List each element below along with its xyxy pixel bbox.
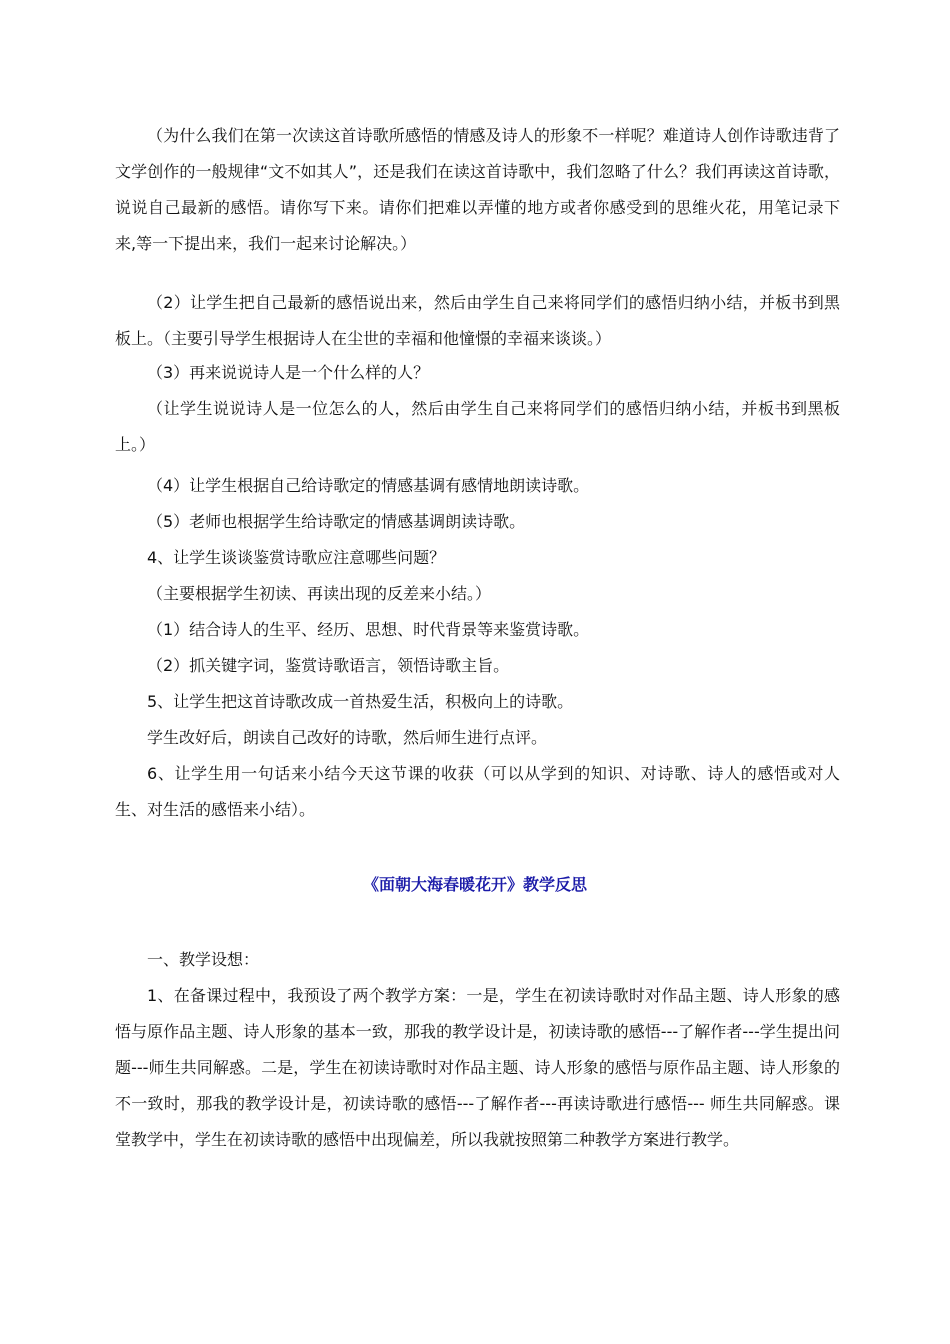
paragraph: （3）再来说说诗人是一个什么样的人？ — [147, 363, 430, 382]
paragraph: 5、让学生把这首诗歌改成一首热爱生活，积极向上的诗歌。 — [147, 692, 574, 711]
reflection-paragraph: 1、在备课过程中，我预设了两个教学方案：一是，学生在初读诗歌时对作品主题、诗人形象的感悟与原作品主题、诗人形象的基本一致，那我的教学设计是，初读诗歌的感悟---了解作者---学生提出问题---师生共同解惑。二是，学生在初读诗歌时对作品主题、诗人形象的感悟与原作品主题、诗人形象的不一致时，那我的教学设计是，初读诗歌的感悟---了解作者---再读诗歌进行感悟--- 师生共同解惑。课堂教学中，学生在初读诗歌的感悟中出现偏差，所以我就按照第二种教学方案进行教学。 — [115, 986, 840, 1149]
paragraph: （2）让学生把自己最新的感悟说出来，然后由学生自己来将同学们的感悟归纳小结，并板书到黑板上。（主要引导学生根据诗人在尘世的幸福和他憧憬的幸福来谈谈。） — [115, 293, 840, 348]
paragraph: （2）抓关键字词，鉴赏诗歌语言，领悟诗歌主旨。 — [147, 656, 510, 675]
paragraph: （主要根据学生初读、再读出现的反差来小结。） — [147, 584, 492, 603]
paragraph: 4、让学生谈谈鉴赏诗歌应注意哪些问题？ — [147, 548, 446, 567]
paragraph: （让学生说说诗人是一位怎么的人，然后由学生自己来将同学们的感悟归纳小结，并板书到黑板上。） — [115, 399, 840, 454]
paragraph: 学生改好后，朗读自己改好的诗歌，然后师生进行点评。 — [147, 728, 548, 747]
paragraph: 6、让学生用一句话来小结今天这节课的收获（可以从学到的知识、对诗歌、诗人的感悟或对人生、对生活的感悟来小结）。 — [115, 764, 840, 819]
paragraph: （4）让学生根据自己给诗歌定的情感基调有感情地朗读诗歌。 — [147, 476, 590, 495]
reflection-heading: 一、教学设想： — [147, 950, 260, 969]
paragraph: （为什么我们在第一次读这首诗歌所感悟的情感及诗人的形象不一样呢？难道诗人创作诗歌违背了文学创作的一般规律“文不如其人”，还是我们在读这首诗歌中，我们忽略了什么？我们再读这首诗歌，说说自己最新的感悟。请你写下来。请你们把难以弄懂的地方或者你感受到的思维火花，用笔记录下来,等一下提出来，我们一起来讨论解决。） — [115, 126, 840, 253]
section-title: 《面朝大海春暖花开》教学反思 — [362, 875, 587, 894]
paragraph: （1）结合诗人的生平、经历、思想、时代背景等来鉴赏诗歌。 — [147, 620, 590, 639]
paragraph: （5）老师也根据学生给诗歌定的情感基调朗读诗歌。 — [147, 512, 526, 531]
